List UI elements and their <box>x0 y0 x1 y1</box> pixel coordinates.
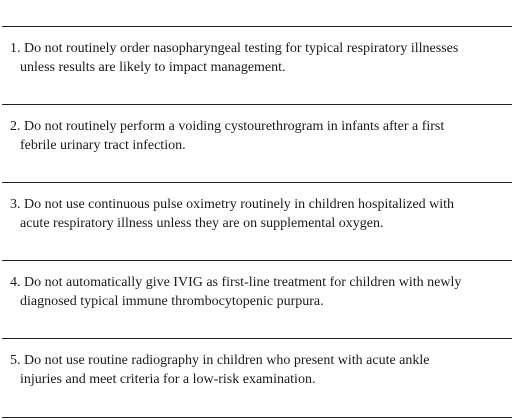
recommendation-2-line-2: febrile urinary tract infection. <box>20 138 186 153</box>
recommendation-row-4 <box>2 261 512 339</box>
recommendation-row-5 <box>2 339 512 418</box>
recommendation-3-line-1: 3. Do not use continuous pulse oximetry routinely in children hospitalized with <box>10 197 455 212</box>
recommendation-1-line-2: unless results are likely to impact management. <box>20 60 286 75</box>
recommendation-4-line-1: 4. Do not automatically give IVIG as first-line treatment for children with newly <box>10 275 462 290</box>
recommendation-4-line-2: diagnosed typical immune thrombocytopenic purpura. <box>20 294 324 309</box>
recommendation-row-3 <box>2 183 512 261</box>
recommendation-row-1 <box>2 27 512 105</box>
recommendation-3-line-2: acute respiratory illness unless they are on supplemental oxygen. <box>20 216 384 231</box>
recommendation-2-line-1: 2. Do not routinely perform a voiding cystourethrogram in infants after a first <box>10 119 445 134</box>
recommendations-table <box>2 26 512 418</box>
recommendation-row-2 <box>2 105 512 183</box>
recommendation-1-line-1: 1. Do not routinely order nasopharyngeal testing for typical respiratory illnesses <box>10 41 459 56</box>
recommendation-5-line-2: injuries and meet criteria for a low-risk examination. <box>20 372 316 387</box>
recommendation-5-line-1: 5. Do not use routine radiography in children who present with acute ankle <box>10 353 430 368</box>
